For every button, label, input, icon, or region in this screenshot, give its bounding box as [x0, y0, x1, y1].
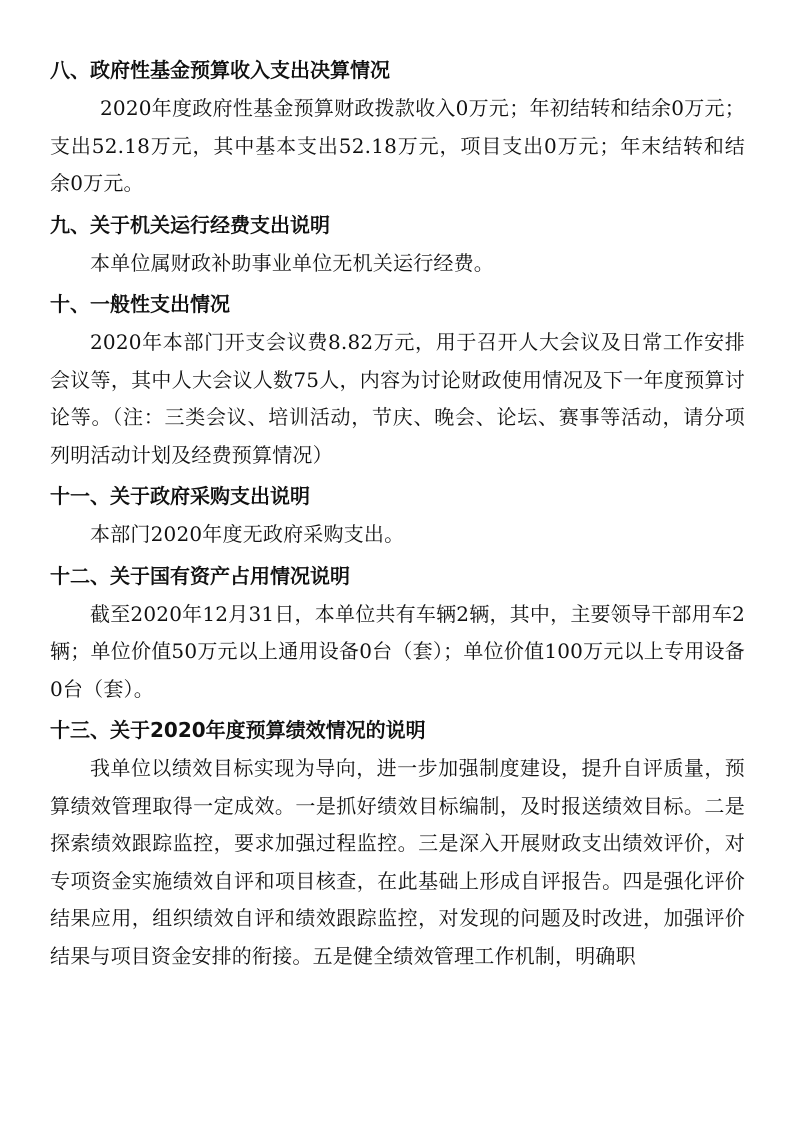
- section-10-paragraph: 2020年本部门开支会议费8.82万元，用于召开人大会议及日常工作安排会议等，其中人大会议人数75人，内容为讨论财政使用情况及下一年度预算讨论等。（注：三类会议、培训活动，节庆、晚会、论坛、赛事等活动，请分项列明活动计划及经费预算情况）: [50, 330, 745, 467]
- section-heading-8: 八、政府性基金预算收入支出决算情况: [50, 58, 390, 82]
- section-13-paragraph: 我单位以绩效目标实现为导向，进一步加强制度建设，提升自评质量，预算绩效管理取得一定成效。一是抓好绩效目标编制，及时报送绩效目标。二是探索绩效跟踪监控，要求加强过程监控。三是深入开展财政支出绩效评价，对专项资金实施绩效自评和项目核查，在此基础上形成自评报告。四是强化评价结果应用，组织绩效自评和绩效跟踪监控，对发现的问题及时改进，加强评价结果与项目资金安排的衔接。五是健全绩效管理工作机制，明确职: [50, 756, 745, 968]
- section-8-paragraph: 2020年度政府性基金预算财政拨款收入0万元；年初结转和结余0万元；支出52.18万元，其中基本支出52.18万元，项目支出0万元；年末结转和结余0万元。: [50, 96, 745, 195]
- section-12-paragraph: 截至2020年12月31日，本单位共有车辆2辆，其中，主要领导干部用车2辆；单位价值50万元以上通用设备0台（套）；单位价值100万元以上专用设备0台（套）。: [50, 601, 745, 701]
- section-9-paragraph: 本单位属财政补助事业单位无机关运行经费。: [90, 250, 494, 275]
- section-heading-13: 十三、关于2020年度预算绩效情况的说明: [50, 718, 426, 742]
- section-heading-12: 十二、关于国有资产占用情况说明: [50, 563, 350, 588]
- section-heading-11: 十一、关于政府采购支出说明: [50, 484, 310, 508]
- section-heading-10: 十、一般性支出情况: [50, 292, 230, 316]
- section-11-paragraph: 本部门2020年度无政府采购支出。: [90, 522, 405, 546]
- section-heading-9: 九、关于机关运行经费支出说明: [50, 212, 330, 237]
